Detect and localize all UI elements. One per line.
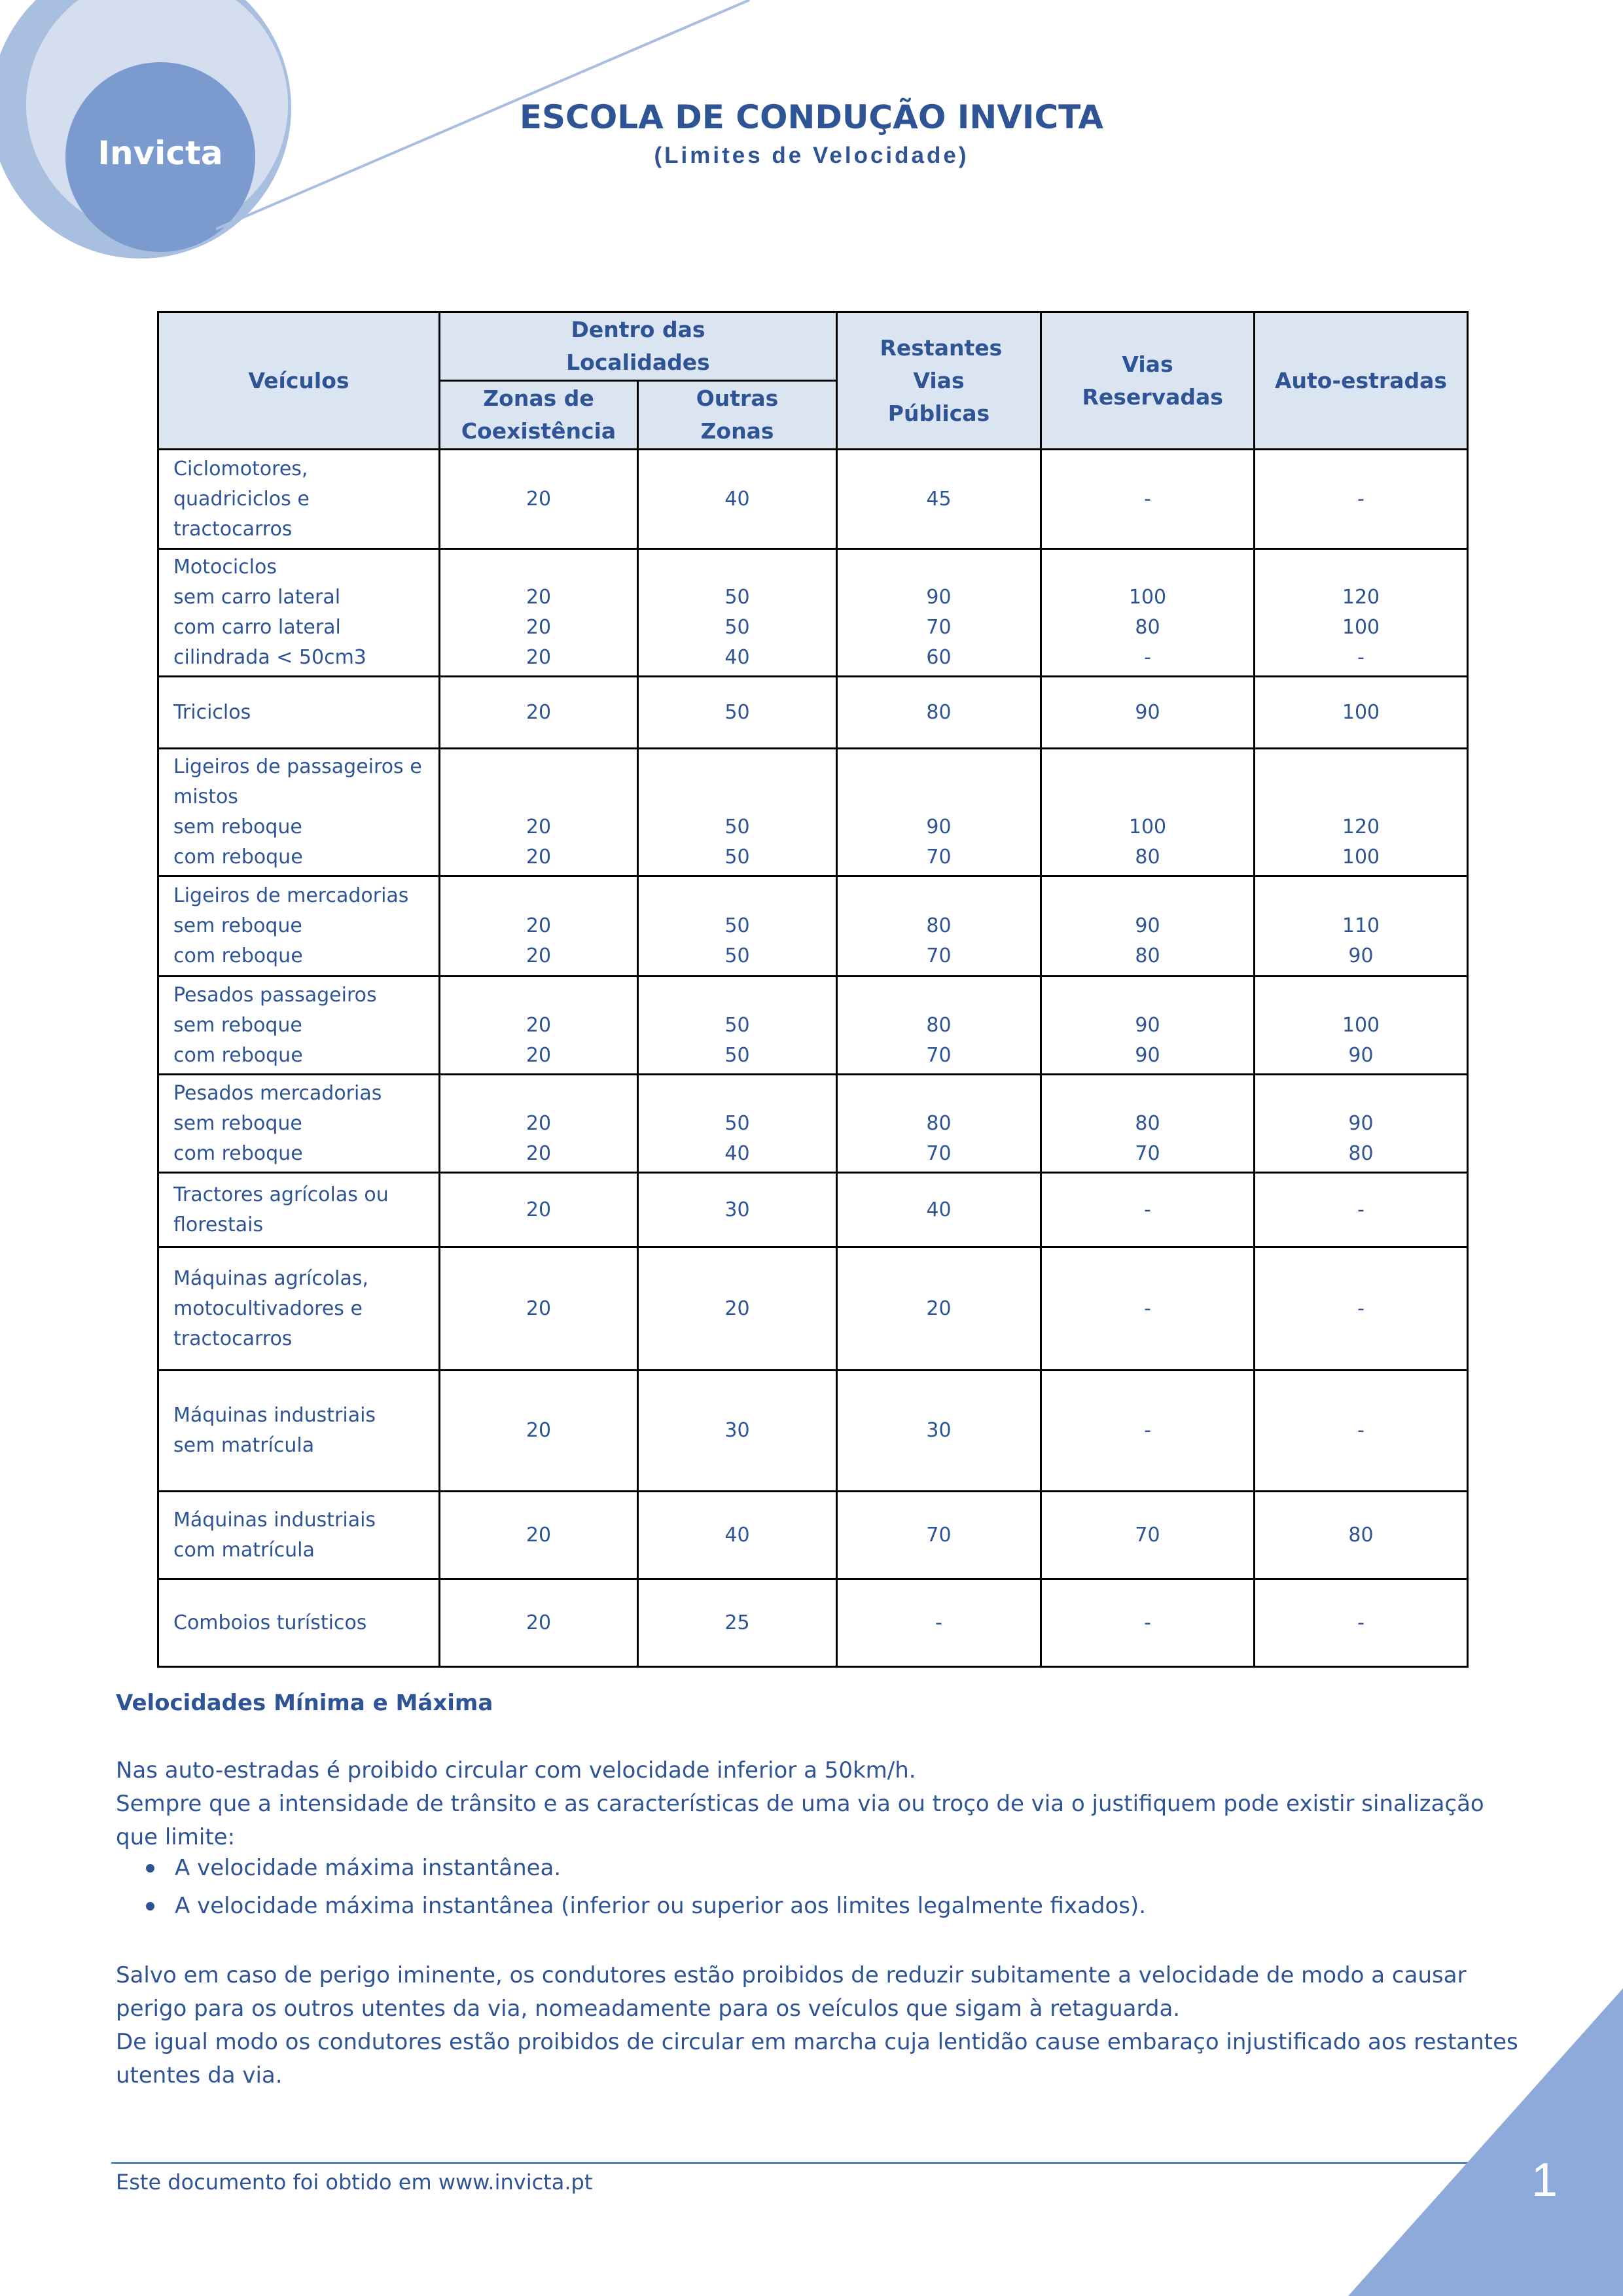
vehicle-line: com matrícula: [173, 1538, 315, 1562]
speed-value: 20: [526, 1043, 552, 1067]
speed-cell-public: [837, 876, 1041, 977]
speed-cell-reserved: [1041, 1371, 1255, 1492]
speed-value: 70: [926, 1523, 952, 1547]
vehicle-line: Ligeiros de passageiros e: [173, 755, 422, 778]
vehicle-line: sem reboque: [173, 1111, 302, 1135]
vehicle-line: com reboque: [173, 1043, 303, 1067]
speed-cell-coexist: [440, 1371, 638, 1492]
speed-value: 20: [526, 1198, 552, 1221]
speed-cell-coexist: [440, 1173, 638, 1247]
bullet-list: [116, 1849, 1146, 1925]
speed-cell-other: [638, 1492, 837, 1579]
speed-value: 20: [526, 1419, 552, 1443]
table-body: [158, 450, 1468, 1667]
speed-value: 100: [1342, 1013, 1380, 1037]
speed-value: 20: [526, 1611, 552, 1634]
speed-value: 40: [724, 1523, 750, 1547]
header-other-zones: Outras Zonas: [638, 381, 837, 450]
vehicle-line: Ciclomotores,: [173, 457, 308, 480]
header-coexistence-zones: Zonas de Coexistência: [440, 381, 638, 450]
speed-cell-reserved: [1041, 1579, 1255, 1667]
speed-cell-reserved: [1041, 876, 1255, 977]
table-row: [158, 977, 1468, 1075]
speed-value: 100: [1342, 700, 1380, 724]
speed-value: -: [1357, 1611, 1364, 1634]
speed-value: 80: [1135, 846, 1160, 869]
speed-value: -: [935, 1611, 942, 1634]
vehicle-line: quadriciclos e: [173, 487, 310, 511]
speed-value: 20: [526, 816, 552, 838]
speed-cell-motorway: [1255, 1492, 1468, 1579]
speed-value: 110: [1342, 914, 1380, 937]
table-row: [158, 1492, 1468, 1579]
speed-value: 80: [926, 914, 952, 937]
speed-value: 70: [1135, 1141, 1160, 1165]
speed-limits-table: [157, 311, 1469, 1668]
speed-cell-public: [837, 1247, 1041, 1371]
vehicle-line: Pesados passageiros: [173, 983, 377, 1007]
speed-value: 40: [724, 646, 750, 669]
speed-cell-reserved: [1041, 1075, 1255, 1173]
speed-value: 70: [1135, 1523, 1160, 1547]
speed-cell-public: [837, 450, 1041, 549]
speed-cell-public: [837, 549, 1041, 677]
vehicle-line: com reboque: [173, 846, 303, 869]
page-number: 1: [1531, 2154, 1558, 2206]
speed-value: 20: [526, 914, 552, 937]
speed-value: -: [1357, 1198, 1364, 1221]
table-row: [158, 677, 1468, 749]
vehicle-line: sem matrícula: [173, 1434, 315, 1457]
speed-value: 80: [1135, 944, 1160, 967]
speed-cell-motorway: [1255, 977, 1468, 1075]
table-row: [158, 549, 1468, 677]
table-row: [158, 1247, 1468, 1371]
speed-value: 50: [724, 1043, 750, 1067]
speed-value: 20: [526, 1013, 552, 1037]
speed-value: 20: [526, 616, 552, 639]
speed-cell-other: [638, 450, 837, 549]
speed-cell-other: [638, 1371, 837, 1492]
speed-value: 20: [526, 1297, 552, 1320]
vehicle-line: mistos: [173, 785, 238, 808]
speed-cell-motorway: [1255, 549, 1468, 677]
speed-value: -: [1357, 487, 1364, 511]
paragraph-minimum-speed: Nas auto-estradas é proibido circular com velocidade inferior a 50km/h. Sempre que a intensidade de trânsito e as características de uma via ou troço de via o justifiquem pode existir sinalização que limite:: [116, 1757, 1484, 1850]
speed-value: 100: [1342, 846, 1380, 869]
speed-cell-public: [837, 677, 1041, 749]
speed-cell-coexist: [440, 1247, 638, 1371]
speed-cell-motorway: [1255, 1173, 1468, 1247]
section-title: Velocidades Mínima e Máxima: [116, 1690, 493, 1716]
speed-value: 50: [724, 586, 750, 609]
speed-value: 80: [926, 1013, 952, 1037]
paragraph-sudden-braking: Salvo em caso de perigo iminente, os condutores estão proibidos de reduzir subitamente a velocidade de modo a causar perigo para os outros utentes da via, nomeadamente para os veículos que sigam à retaguarda. De igual modo os condutores estão proibidos de circular em marcha cuja lentidão cause embaraço injustificado aos restantes utentes da via.: [116, 1962, 1518, 2089]
page-title: ESCOLA DE CONDUÇÃO INVICTA: [519, 98, 1104, 136]
vehicle-line: florestais: [173, 1213, 264, 1236]
speed-cell-motorway: [1255, 876, 1468, 977]
list-item: A velocidade máxima instantânea.: [116, 1849, 1146, 1887]
speed-value: 70: [926, 944, 952, 967]
speed-value: 40: [926, 1198, 952, 1221]
speed-value: 70: [926, 616, 952, 639]
speed-value: 40: [724, 487, 750, 511]
speed-value: 90: [926, 586, 952, 609]
vehicle-line: Máquinas industriais: [173, 1508, 376, 1532]
speed-cell-coexist: [440, 1579, 638, 1667]
speed-cell-other: [638, 1075, 837, 1173]
vehicle-line: sem reboque: [173, 1013, 302, 1037]
speed-cell-reserved: [1041, 1492, 1255, 1579]
table-row: [158, 1075, 1468, 1173]
header-inside-localities: Dentro das Localidades: [440, 312, 837, 381]
bullet-icon: [146, 1902, 154, 1910]
speed-value: 30: [724, 1198, 750, 1221]
speed-cell-public: [837, 1492, 1041, 1579]
speed-value: 20: [724, 1297, 750, 1320]
header-motorways: Auto-estradas: [1255, 312, 1468, 450]
speed-value: 70: [926, 846, 952, 869]
footer-divider: [111, 2162, 1472, 2164]
speed-value: 50: [724, 1111, 750, 1135]
speed-cell-coexist: [440, 749, 638, 876]
list-item: A velocidade máxima instantânea (inferior ou superior aos limites legalmente fixados).: [116, 1887, 1146, 1925]
speed-cell-reserved: [1041, 1247, 1255, 1371]
speed-cell-reserved: [1041, 549, 1255, 677]
speed-cell-reserved: [1041, 977, 1255, 1075]
speed-value: -: [1144, 646, 1151, 669]
speed-value: 90: [1135, 1013, 1160, 1037]
speed-value: 100: [1128, 816, 1167, 838]
speed-value: -: [1144, 1297, 1151, 1320]
speed-value: -: [1144, 487, 1151, 511]
speed-cell-reserved: [1041, 749, 1255, 876]
vehicle-line: sem reboque: [173, 816, 302, 838]
header-vehicles: Veículos: [158, 312, 440, 450]
vehicle-cell: [158, 549, 440, 677]
speed-cell-motorway: [1255, 1075, 1468, 1173]
table-row: [158, 1371, 1468, 1492]
speed-value: 100: [1342, 616, 1380, 639]
vehicle-line: Pesados mercadorias: [173, 1081, 382, 1105]
speed-cell-public: [837, 1075, 1041, 1173]
speed-cell-coexist: [440, 677, 638, 749]
footer-text: Este documento foi obtido em www.invicta.pt: [116, 2170, 593, 2195]
speed-value: 50: [724, 846, 750, 869]
vehicle-line: cilindrada < 50cm3: [173, 646, 366, 669]
speed-cell-coexist: [440, 549, 638, 677]
speed-value: 90: [1348, 1043, 1374, 1067]
speed-cell-motorway: [1255, 1371, 1468, 1492]
speed-value: 90: [1348, 944, 1374, 967]
vehicle-line: motocultivadores e: [173, 1297, 363, 1320]
speed-value: 80: [1348, 1523, 1374, 1547]
speed-cell-motorway: [1255, 1247, 1468, 1371]
vehicle-line: Triciclos: [173, 700, 251, 724]
vehicle-line: Comboios turísticos: [173, 1611, 367, 1634]
logo-text: Invicta: [98, 134, 223, 172]
speed-value: 20: [526, 1111, 552, 1135]
speed-cell-public: [837, 1371, 1041, 1492]
vehicle-line: Motociclos: [173, 556, 277, 579]
speed-value: 80: [926, 700, 952, 724]
speed-value: 20: [526, 487, 552, 511]
vehicle-cell: [158, 1371, 440, 1492]
speed-cell-other: [638, 677, 837, 749]
speed-cell-other: [638, 876, 837, 977]
speed-value: 100: [1128, 586, 1167, 609]
speed-cell-motorway: [1255, 677, 1468, 749]
speed-value: 20: [526, 1523, 552, 1547]
speed-value: 80: [1135, 1111, 1160, 1135]
speed-cell-reserved: [1041, 1173, 1255, 1247]
vehicle-line: Ligeiros de mercadorias: [173, 884, 409, 907]
vehicle-line: Máquinas industriais: [173, 1404, 376, 1427]
speed-cell-public: [837, 749, 1041, 876]
speed-value: -: [1144, 1611, 1151, 1634]
vehicle-cell: [158, 450, 440, 549]
header-other-public-roads: Restantes Vias Públicas: [837, 312, 1041, 450]
speed-value: 40: [724, 1141, 750, 1165]
vehicle-line: tractocarros: [173, 517, 293, 541]
table-row: [158, 450, 1468, 549]
speed-value: 90: [1135, 1043, 1160, 1067]
table-row: [158, 1173, 1468, 1247]
vehicle-cell: [158, 749, 440, 876]
speed-cell-public: [837, 1173, 1041, 1247]
speed-value: 50: [724, 914, 750, 937]
speed-value: 20: [526, 586, 552, 609]
speed-cell-other: [638, 977, 837, 1075]
vehicle-line: com carro lateral: [173, 616, 341, 639]
speed-value: 70: [926, 1043, 952, 1067]
speed-cell-motorway: [1255, 450, 1468, 549]
speed-value: 50: [724, 1013, 750, 1037]
vehicle-cell: [158, 1247, 440, 1371]
speed-value: -: [1357, 1297, 1364, 1320]
vehicle-cell: [158, 876, 440, 977]
speed-value: 50: [724, 816, 750, 838]
speed-value: -: [1144, 1198, 1151, 1221]
speed-value: 20: [526, 646, 552, 669]
speed-cell-reserved: [1041, 450, 1255, 549]
speed-cell-coexist: [440, 876, 638, 977]
speed-value: 20: [526, 700, 552, 724]
speed-value: 90: [1135, 914, 1160, 937]
speed-value: 70: [926, 1141, 952, 1165]
vehicle-line: sem reboque: [173, 914, 302, 937]
speed-value: 120: [1342, 586, 1380, 609]
speed-value: 120: [1342, 816, 1380, 838]
speed-cell-public: [837, 977, 1041, 1075]
speed-value: 20: [526, 846, 552, 869]
vehicle-cell: [158, 677, 440, 749]
speed-value: 90: [1135, 700, 1160, 724]
speed-cell-motorway: [1255, 1579, 1468, 1667]
speed-value: 50: [724, 944, 750, 967]
vehicle-line: com reboque: [173, 1141, 303, 1165]
speed-value: 45: [926, 487, 952, 511]
speed-cell-other: [638, 549, 837, 677]
speed-cell-other: [638, 1247, 837, 1371]
vehicle-cell: [158, 1492, 440, 1579]
speed-value: 25: [724, 1611, 750, 1634]
speed-cell-other: [638, 749, 837, 876]
speed-value: -: [1357, 1419, 1364, 1443]
speed-cell-coexist: [440, 1075, 638, 1173]
speed-value: 50: [724, 700, 750, 724]
speed-cell-motorway: [1255, 749, 1468, 876]
speed-cell-coexist: [440, 450, 638, 549]
speed-cell-other: [638, 1579, 837, 1667]
table-row: [158, 876, 1468, 977]
table-row: [158, 749, 1468, 876]
corner-decoration: [1348, 1988, 1623, 2296]
table-row: [158, 1579, 1468, 1667]
vehicle-cell: [158, 1173, 440, 1247]
speed-cell-reserved: [1041, 677, 1255, 749]
speed-value: -: [1357, 646, 1364, 669]
speed-value: 60: [926, 646, 952, 669]
vehicle-line: tractocarros: [173, 1327, 293, 1350]
vehicle-cell: [158, 977, 440, 1075]
speed-value: 90: [926, 816, 952, 838]
vehicle-line: Máquinas agrícolas,: [173, 1266, 369, 1290]
speed-value: 80: [1135, 616, 1160, 639]
header-reserved-roads: Vias Reservadas: [1041, 312, 1255, 450]
speed-value: 90: [1348, 1111, 1374, 1135]
speed-value: -: [1144, 1419, 1151, 1443]
vehicle-cell: [158, 1579, 440, 1667]
speed-value: 20: [926, 1297, 952, 1320]
speed-value: 50: [724, 616, 750, 639]
speed-cell-coexist: [440, 977, 638, 1075]
speed-cell-public: [837, 1579, 1041, 1667]
speed-value: 30: [926, 1419, 952, 1443]
speed-cell-coexist: [440, 1492, 638, 1579]
vehicle-line: Tractores agrícolas ou: [173, 1183, 389, 1206]
speed-cell-other: [638, 1173, 837, 1247]
page-subtitle: (Limites de Velocidade): [654, 143, 969, 168]
speed-value: 20: [526, 944, 552, 967]
bullet-icon: [146, 1864, 154, 1873]
vehicle-line: com reboque: [173, 944, 303, 967]
vehicle-line: sem carro lateral: [173, 586, 341, 609]
vehicle-cell: [158, 1075, 440, 1173]
speed-value: 80: [1348, 1141, 1374, 1165]
speed-value: 80: [926, 1111, 952, 1135]
speed-value: 30: [724, 1419, 750, 1443]
speed-value: 20: [526, 1141, 552, 1165]
